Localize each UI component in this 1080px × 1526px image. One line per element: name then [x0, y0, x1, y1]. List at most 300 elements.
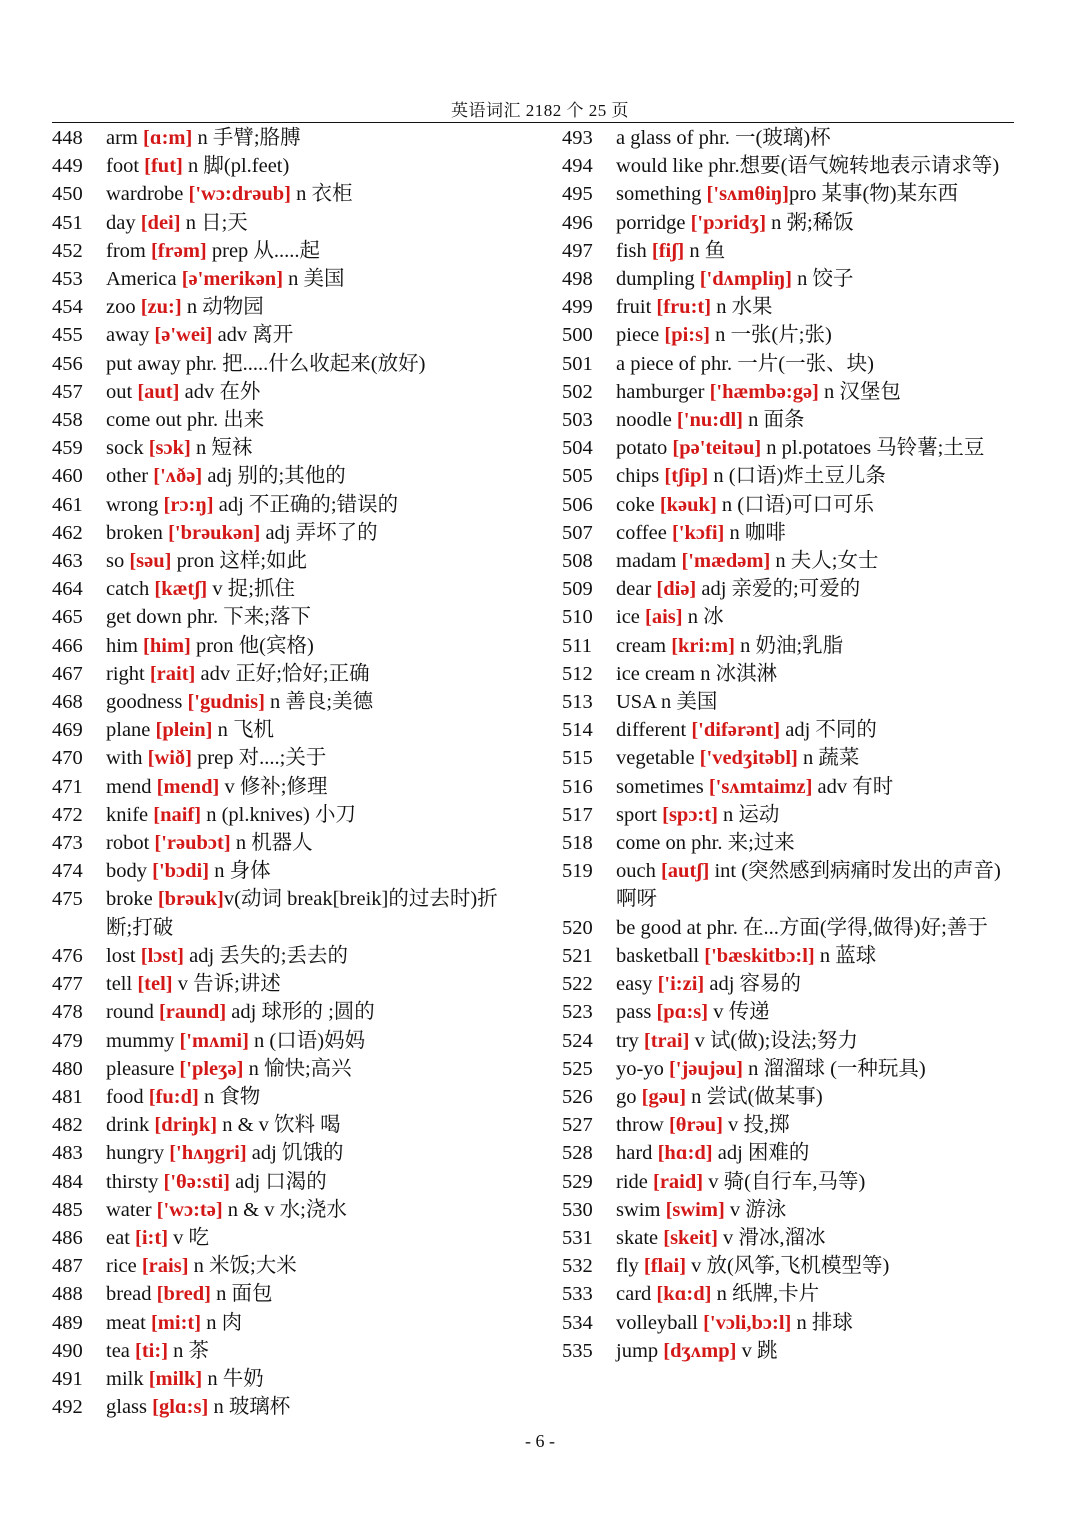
- entry-phonetic: [ais]: [645, 606, 683, 629]
- entry-definition: phr. 下来;落下: [181, 606, 312, 629]
- vocab-entry: [52, 350, 522, 378]
- entry-number: 506: [562, 493, 593, 516]
- entry-phonetic: [səu]: [129, 550, 172, 573]
- entry-word: madam: [616, 550, 677, 573]
- vocab-entry: [562, 406, 1017, 434]
- entry-word: drink: [106, 1114, 150, 1137]
- entry-definition: adj 别的;其他的: [202, 465, 346, 488]
- entry-number: 466: [52, 634, 83, 657]
- entry-definition: adv 在外: [179, 380, 261, 403]
- entry-definition: v 传递: [708, 1001, 770, 1024]
- vocab-column-right: [562, 124, 1017, 1365]
- vocab-entry: [562, 434, 1017, 462]
- entry-body: [616, 773, 1017, 801]
- vocab-entry: [562, 1055, 1017, 1083]
- entry-phonetic: [tʃip]: [664, 465, 709, 488]
- entry-phonetic: [raid]: [653, 1170, 704, 1193]
- entry-word: skate: [616, 1226, 659, 1249]
- vocab-entry: [562, 801, 1017, 829]
- entry-body: [106, 1224, 522, 1252]
- entry-definition: n 动物园: [181, 296, 264, 319]
- entry-body: [106, 1111, 522, 1139]
- entry-definition: n 日;天: [180, 211, 248, 234]
- vocab-entry: [52, 829, 522, 857]
- entry-number: 525: [562, 1057, 593, 1080]
- vocab-entry: [562, 1027, 1017, 1055]
- entry-number: 477: [52, 973, 83, 996]
- entry-phonetic: [trai]: [643, 1029, 690, 1052]
- entry-number: 517: [562, 803, 593, 826]
- entry-definition: v 跳: [736, 1339, 778, 1362]
- entry-phonetic: ['pleʒə]: [179, 1057, 244, 1080]
- entry-body: [616, 1337, 1017, 1365]
- entry-phonetic: [kɑ:d]: [656, 1283, 712, 1306]
- entry-word: fish: [616, 239, 647, 262]
- entry-word: body: [106, 860, 147, 883]
- entry-word: porridge: [616, 211, 686, 234]
- entry-body: [106, 462, 522, 490]
- entry-number: 459: [52, 437, 83, 460]
- entry-phonetic: ['vedʒitəbl]: [699, 747, 798, 770]
- entry-number: 472: [52, 803, 83, 826]
- entry-word: thirsty: [106, 1170, 159, 1193]
- entry-body: [106, 237, 522, 265]
- entry-word: mend: [106, 775, 152, 798]
- entry-definition: n 运动: [717, 803, 780, 826]
- entry-body: [106, 857, 522, 885]
- entry-body: [616, 970, 1017, 998]
- entry-word: ice cream: [616, 662, 696, 685]
- entry-body: [106, 180, 522, 208]
- entry-word: dumpling: [616, 268, 695, 291]
- entry-word: meat: [106, 1311, 146, 1334]
- entry-word: him: [106, 634, 138, 657]
- entry-body: [616, 744, 1017, 772]
- vocab-entry: [562, 970, 1017, 998]
- entry-definition: n 夫人;女士: [770, 550, 879, 573]
- entry-definition: n 汉堡包: [818, 380, 901, 403]
- page-header: 英语词汇 2182 个 25 页: [451, 101, 629, 120]
- entry-definition: v 修补;修理: [219, 775, 328, 798]
- entry-number: 496: [562, 211, 593, 234]
- entry-number: 488: [52, 1283, 83, 1306]
- entry-word: yo-yo: [616, 1057, 664, 1080]
- vocab-entry: [52, 124, 522, 152]
- vocab-entry: [52, 660, 522, 688]
- entry-word: sometimes: [616, 775, 704, 798]
- entry-body: [106, 829, 522, 857]
- entry-word: vegetable: [616, 747, 695, 770]
- entry-number: 504: [562, 437, 593, 460]
- vocab-entry: [562, 575, 1017, 603]
- entry-number: 486: [52, 1226, 83, 1249]
- entry-word: arm: [106, 127, 138, 149]
- entry-definition: adj 球形的 ;圆的: [226, 1001, 375, 1024]
- entry-word: easy: [616, 973, 653, 996]
- entry-word: so: [106, 550, 125, 573]
- entry-number: 534: [562, 1311, 593, 1334]
- entry-definition: prep 从.....起: [206, 239, 321, 262]
- entry-word: water: [106, 1198, 152, 1221]
- entry-definition: n 牛奶: [202, 1367, 264, 1390]
- vocab-entry: [562, 744, 1017, 772]
- entry-body: [616, 378, 1017, 406]
- entry-phonetic: ['bæskitbɔ:l]: [704, 944, 815, 967]
- entry-number: 518: [562, 832, 593, 855]
- entry-body: [616, 155, 999, 177]
- entry-body: [106, 885, 522, 941]
- entry-number: 480: [52, 1057, 83, 1080]
- entry-definition: v 放(风筝,飞机模型等): [686, 1255, 890, 1278]
- entry-definition: phr. 来;过来: [686, 832, 795, 855]
- entry-definition: adv 离开: [212, 324, 294, 347]
- entry-word: zoo: [106, 296, 136, 319]
- vocab-entry: [52, 970, 522, 998]
- vocab-entry: [52, 152, 522, 180]
- entry-definition: pron 这样;如此: [171, 550, 308, 573]
- header-rule: [52, 122, 1014, 123]
- entry-body: [616, 1111, 1017, 1139]
- vocab-entry: [52, 209, 522, 237]
- entry-word: broke: [106, 888, 153, 911]
- entry-definition: phr. 把.....什么收起来(放好): [180, 352, 426, 375]
- entry-number: 529: [562, 1170, 593, 1193]
- entry-definition: n 面条: [743, 409, 805, 432]
- entry-definition: v 告诉;讲述: [172, 973, 281, 996]
- entry-word: broken: [106, 521, 163, 544]
- entry-body: [616, 857, 1017, 913]
- entry-number: 481: [52, 1085, 83, 1108]
- entry-definition: n 飞机: [212, 719, 274, 742]
- entry-number: 461: [52, 493, 83, 516]
- entry-body: [106, 970, 522, 998]
- vocab-entry: [562, 1196, 1017, 1224]
- entry-phonetic: ['vɔli,bɔ:l]: [703, 1311, 792, 1334]
- entry-phonetic: ['gudnis]: [187, 691, 265, 714]
- vocab-entry: [52, 547, 522, 575]
- entry-definition: n (口语)炸土豆儿条: [708, 465, 886, 488]
- entry-number: 522: [562, 973, 593, 996]
- entry-number: 498: [562, 268, 593, 291]
- entry-definition: phr. 一片(一张、块): [695, 352, 874, 375]
- entry-body: [616, 321, 1017, 349]
- entry-word: throw: [616, 1114, 664, 1137]
- entry-phonetic: [θrəu]: [668, 1114, 723, 1137]
- entry-definition: adv 正好;恰好;正确: [195, 662, 370, 685]
- entry-body: [106, 1027, 522, 1055]
- entry-word: round: [106, 1001, 154, 1024]
- entry-word: fly: [616, 1255, 639, 1278]
- entry-number: 463: [52, 550, 83, 573]
- entry-definition: n 水果: [711, 296, 773, 319]
- entry-word: potato: [616, 437, 668, 460]
- vocab-entry: [562, 293, 1017, 321]
- entry-body: [106, 293, 522, 321]
- entry-body: [616, 406, 1017, 434]
- vocab-entry: [562, 1111, 1017, 1139]
- entry-phonetic: [tel]: [137, 973, 173, 996]
- entry-number: 509: [562, 578, 593, 601]
- entry-definition: n & v 饮料 喝: [217, 1114, 341, 1137]
- entry-phonetic: ['jəujəu]: [668, 1057, 743, 1080]
- entry-phonetic: [lɔst]: [140, 944, 185, 967]
- vocab-entry: [52, 1309, 522, 1337]
- entry-body: [616, 265, 1017, 293]
- entry-phonetic: [spɔ:t]: [662, 803, 718, 826]
- vocab-entry: [52, 1055, 522, 1083]
- entry-number: 455: [52, 324, 83, 347]
- entry-body: [616, 434, 1017, 462]
- entry-definition: adj 丢失的;丢去的: [184, 944, 349, 967]
- entry-body: [616, 293, 1017, 321]
- entry-number: 478: [52, 1001, 83, 1024]
- entry-word: cream: [616, 634, 667, 657]
- entry-phonetic: ['rəubɔt]: [154, 832, 231, 855]
- entry-definition: n 面包: [210, 1283, 273, 1306]
- entry-phonetic: ['nu:dl]: [676, 409, 743, 432]
- entry-definition: n 愉快;高兴: [243, 1057, 352, 1080]
- entry-definition: v(动词 break[breik]的过去时)折断;打破: [106, 888, 498, 939]
- entry-body: [106, 1168, 522, 1196]
- vocab-entry: [562, 1280, 1017, 1308]
- entry-definition: n 衣柜: [291, 183, 353, 206]
- entry-word: tea: [106, 1339, 130, 1362]
- entry-body: [106, 1196, 522, 1224]
- entry-body: [616, 462, 1017, 490]
- entry-phonetic: [diə]: [656, 578, 697, 601]
- entry-body: [616, 209, 1017, 237]
- entry-phonetic: [wið]: [147, 747, 192, 770]
- entry-phonetic: [kætʃ]: [154, 578, 208, 601]
- entry-body: [106, 1337, 522, 1365]
- entry-phonetic: ['θə:sti]: [163, 1170, 231, 1193]
- entry-number: 460: [52, 465, 83, 488]
- entry-number: 482: [52, 1114, 83, 1137]
- entry-phonetic: ['wɔ:drəub]: [188, 183, 292, 206]
- vocab-entry: [562, 1168, 1017, 1196]
- entry-number: 531: [562, 1226, 593, 1249]
- entry-body: [106, 265, 522, 293]
- entry-word: from: [106, 239, 146, 262]
- vocab-entry: [52, 1337, 522, 1365]
- entry-phonetic: [him]: [143, 634, 191, 657]
- entry-definition: v 捉;抓住: [207, 578, 295, 601]
- entry-word: wrong: [106, 493, 159, 516]
- entry-body: [106, 660, 522, 688]
- entry-definition: pron 他(宾格): [190, 634, 314, 657]
- entry-number: 527: [562, 1114, 593, 1137]
- entry-body: [616, 942, 1017, 970]
- entry-body: [106, 350, 522, 378]
- vocab-entry: [562, 378, 1017, 406]
- vocab-entry: [562, 1139, 1017, 1167]
- entry-word: dear: [616, 578, 652, 601]
- vocab-entry: [562, 688, 1017, 716]
- entry-number: 471: [52, 775, 83, 798]
- vocab-entry: [562, 462, 1017, 490]
- vocab-entry: [562, 1309, 1017, 1337]
- entry-number: 464: [52, 578, 83, 601]
- vocab-entry: [52, 237, 522, 265]
- entry-definition: n 蓝球: [814, 944, 877, 967]
- entry-phonetic: ['dʌmpliŋ]: [699, 268, 792, 291]
- entry-phonetic: ['mædəm]: [681, 550, 771, 573]
- vocab-entry: [562, 265, 1017, 293]
- entry-body: [106, 1393, 522, 1421]
- entry-word: a piece of: [616, 352, 696, 375]
- entry-number: 450: [52, 183, 83, 206]
- entry-definition: n 冰: [682, 606, 724, 629]
- vocab-entry: [562, 350, 1017, 378]
- entry-word: knife: [106, 803, 149, 826]
- entry-number: 510: [562, 606, 593, 629]
- entry-number: 448: [52, 127, 83, 149]
- entry-phonetic: [milk]: [148, 1367, 203, 1390]
- entry-word: coffee: [616, 521, 667, 544]
- entry-word: with: [106, 747, 143, 770]
- entry-number: 512: [562, 662, 593, 685]
- entry-definition: n & v 水;浇水: [222, 1198, 347, 1221]
- entry-word: day: [106, 211, 136, 234]
- vocab-entry: [52, 1168, 522, 1196]
- vocab-entry: [52, 434, 522, 462]
- vocab-entry: [562, 660, 1017, 688]
- vocab-entry: [52, 1280, 522, 1308]
- entry-definition: n 一张(片;张): [709, 324, 832, 347]
- entry-definition: n 身体: [209, 860, 271, 883]
- entry-definition: v 试(做);设法;努力: [689, 1029, 858, 1052]
- entry-number: 519: [562, 860, 593, 883]
- entry-word: ouch: [616, 860, 656, 883]
- vocab-entry: [52, 688, 522, 716]
- entry-body: [106, 491, 522, 519]
- entry-definition: n (口语)妈妈: [248, 1029, 366, 1052]
- entry-phonetic: ['wɔ:tə]: [156, 1198, 223, 1221]
- entry-body: [106, 998, 522, 1026]
- vocab-entry: [52, 773, 522, 801]
- entry-body: [616, 801, 1017, 829]
- vocab-entry: [52, 293, 522, 321]
- entry-phonetic: [swim]: [665, 1198, 725, 1221]
- entry-phonetic: ['i:zi]: [657, 973, 705, 996]
- entry-definition: n 奶油;乳脂: [734, 634, 844, 657]
- entry-word: goodness: [106, 691, 183, 714]
- entry-body: [106, 1280, 522, 1308]
- entry-definition: adj 容易的: [704, 973, 802, 996]
- vocab-entry: [52, 998, 522, 1026]
- entry-phonetic: ['sʌmtaimz]: [708, 775, 813, 798]
- entry-word: coke: [616, 493, 655, 516]
- entry-body: [616, 603, 1017, 631]
- entry-number: 533: [562, 1283, 593, 1306]
- entry-number: 515: [562, 747, 593, 770]
- entry-word: different: [616, 719, 687, 742]
- entry-phonetic: [ə'wei]: [154, 324, 213, 347]
- entry-phonetic: ['sʌmθiŋ]: [706, 183, 789, 206]
- entry-body: [616, 350, 1017, 378]
- entry-number: 467: [52, 662, 83, 685]
- entry-word: noodle: [616, 409, 672, 432]
- entry-body: [106, 1083, 522, 1111]
- entry-phonetic: [raund]: [158, 1001, 227, 1024]
- entry-definition: v 吃: [168, 1226, 210, 1249]
- entry-number: 514: [562, 719, 593, 742]
- entry-body: [106, 434, 522, 462]
- entry-body: [616, 1055, 1017, 1083]
- entry-phonetic: [fru:t]: [656, 296, 712, 319]
- entry-word: come out: [106, 409, 182, 432]
- vocab-entry: [562, 998, 1017, 1026]
- entry-number: 511: [562, 634, 592, 657]
- vocab-entry: [562, 603, 1017, 631]
- entry-definition: n 饺子: [792, 268, 854, 291]
- entry-word: hungry: [106, 1142, 165, 1165]
- entry-body: [616, 1309, 1017, 1337]
- entry-word: pass: [616, 1001, 652, 1024]
- entry-body: [616, 1139, 1017, 1167]
- entry-phonetic: ['hæmbə:gə]: [709, 380, 819, 403]
- entry-phonetic: [plein]: [155, 719, 213, 742]
- vocab-entry: [52, 744, 522, 772]
- entry-number: 495: [562, 183, 593, 206]
- vocab-entry: [562, 491, 1017, 519]
- entry-definition: n (pl.knives) 小刀: [201, 803, 356, 826]
- vocab-entry: [562, 180, 1017, 208]
- entry-number: 451: [52, 211, 83, 234]
- entry-number: 462: [52, 521, 83, 544]
- entry-definition: n 短袜: [190, 437, 253, 460]
- entry-word: put away: [106, 352, 181, 375]
- entry-phonetic: [hɑ:d]: [657, 1142, 713, 1165]
- entry-word: go: [616, 1085, 637, 1108]
- vocab-entry: [562, 1083, 1017, 1111]
- entry-body: [616, 914, 1017, 942]
- entry-phonetic: [rait]: [149, 662, 196, 685]
- entry-body: [106, 321, 522, 349]
- entry-definition: adv 有时: [812, 775, 894, 798]
- entry-number: 526: [562, 1085, 593, 1108]
- vocab-entry: [52, 180, 522, 208]
- entry-phonetic: ['bɔdi]: [152, 860, 210, 883]
- entry-body: [106, 378, 522, 406]
- entry-phonetic: [gəu]: [641, 1085, 687, 1108]
- entry-definition: adj 不正确的;错误的: [213, 493, 399, 516]
- entry-number: 456: [52, 352, 83, 375]
- entry-number: 532: [562, 1255, 593, 1278]
- entry-phonetic: [skeit]: [663, 1226, 718, 1249]
- entry-number: 474: [52, 860, 83, 883]
- entry-word: try: [616, 1029, 639, 1052]
- entry-number: 505: [562, 465, 593, 488]
- entry-phonetic: ['brəukən]: [168, 521, 261, 544]
- vocab-entry: [52, 1083, 522, 1111]
- entry-word: sport: [616, 803, 657, 826]
- entry-definition: adj 亲爱的;可爱的: [696, 578, 861, 601]
- entry-number: 457: [52, 380, 83, 403]
- entry-definition: n 鱼: [684, 239, 726, 262]
- entry-body: [616, 491, 1017, 519]
- entry-phonetic: [rais]: [141, 1255, 189, 1278]
- entry-body: [616, 1224, 1017, 1252]
- entry-number: 468: [52, 691, 83, 714]
- vocab-entry: [52, 1252, 522, 1280]
- entry-phonetic: [fut]: [144, 155, 183, 178]
- vocab-entry: [562, 519, 1017, 547]
- entry-definition: n 脚(pl.feet): [182, 155, 290, 178]
- entry-phonetic: [mend]: [156, 775, 220, 798]
- entry-body: [616, 180, 1017, 208]
- entry-word: swim: [616, 1198, 661, 1221]
